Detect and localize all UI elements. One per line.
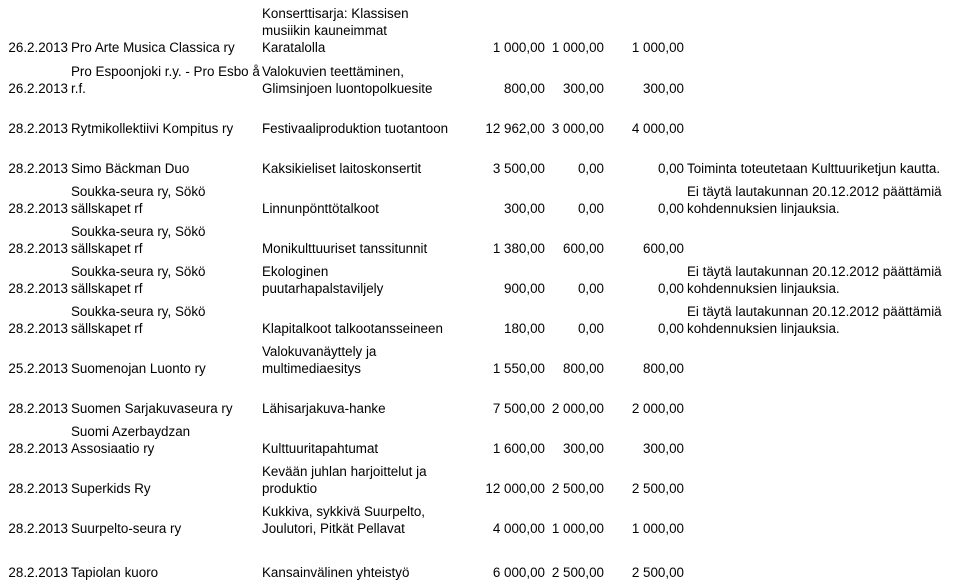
- note-line: Ei täytä lautakunnan 20.12.2012 päättämiä: [687, 304, 942, 319]
- organization-line: sällskapet rf: [71, 241, 143, 256]
- applied-amount: 180,00: [504, 321, 545, 336]
- project-line: Kaksikieliset laitoskonsertit: [262, 161, 422, 176]
- organization-line: Rytmikollektiivi Kompitus ry: [71, 121, 234, 136]
- organization-line: Simo Bäckman Duo: [71, 161, 190, 176]
- granted-amount: 600,00: [643, 241, 684, 256]
- organization-line: Superkids Ry: [71, 481, 151, 496]
- project-line: Valokuvien teettäminen,: [262, 64, 404, 79]
- granted-amount: 2 000,00: [631, 401, 684, 416]
- project-line: Kevään juhlan harjoittelut ja: [262, 464, 427, 479]
- project-line: Ekologinen: [262, 264, 329, 279]
- date-cell: 28.2.2013: [8, 321, 68, 336]
- organization-line: Suomenojan Luonto ry: [71, 361, 206, 376]
- organization-line: Soukka-seura ry, Sökö: [71, 224, 206, 239]
- proposed-amount: 1 000,00: [551, 40, 604, 55]
- applied-amount: 1 380,00: [492, 241, 545, 256]
- date-cell: 28.2.2013: [8, 121, 68, 136]
- proposed-amount: 300,00: [563, 441, 604, 456]
- granted-amount: 0,00: [657, 321, 684, 336]
- organization-line: Assosiaatio ry: [71, 441, 155, 456]
- note-line: Ei täytä lautakunnan 20.12.2012 päättämiä: [687, 264, 942, 279]
- granted-amount: 300,00: [643, 441, 684, 456]
- proposed-amount: 1 000,00: [551, 521, 604, 536]
- applied-amount: 7 500,00: [492, 401, 545, 416]
- organization-cell: [71, 564, 158, 581]
- date-cell: 28.2.2013: [8, 241, 68, 256]
- applied-amount: 800,00: [504, 81, 545, 96]
- project-line: Lähisarjakuva-hanke: [262, 401, 386, 416]
- note-line: kohdennuksien linjauksia.: [687, 321, 840, 336]
- proposed-amount: 0,00: [577, 281, 604, 296]
- applied-amount: 4 000,00: [492, 521, 545, 536]
- project-line: produktio: [262, 481, 318, 496]
- granted-amount: 0,00: [657, 201, 684, 216]
- applied-amount: 12 000,00: [485, 481, 545, 496]
- project-line: Konserttisarja: Klassisen: [262, 6, 409, 21]
- organization-line: Suomi Azerbaydzan: [71, 424, 191, 439]
- date-cell: 28.2.2013: [8, 481, 68, 496]
- granted-amount: 2 500,00: [631, 481, 684, 496]
- project-cell: [262, 564, 409, 581]
- project-line: Valokuvanäyttely ja: [262, 344, 377, 359]
- organization-line: Suomen Sarjakuvaseura ry: [71, 401, 233, 416]
- project-line: Karatalolla: [262, 40, 326, 55]
- applied-amount: 1 550,00: [492, 361, 545, 376]
- project-line: Glimsinjoen luontopolkuesite: [262, 81, 433, 96]
- date-cell: 28.2.2013: [8, 441, 68, 456]
- organization-line: Pro Espoonjoki r.y. - Pro Esbo å: [71, 64, 260, 79]
- note-line: Ei täytä lautakunnan 20.12.2012 päättämiä: [687, 184, 942, 199]
- granted-amount: 2 500,00: [631, 565, 684, 580]
- granted-amount: 1 000,00: [631, 40, 684, 55]
- applied-amount: 1 000,00: [492, 40, 545, 55]
- project-line: Klapitalkoot talkootansseineen: [262, 321, 443, 336]
- applied-amount: 6 000,00: [492, 565, 545, 580]
- project-line: musiikin kauneimmat: [262, 23, 388, 38]
- note-line: kohdennuksien linjauksia.: [687, 281, 840, 296]
- project-line: Monikulttuuriset tanssitunnit: [262, 241, 428, 256]
- applied-amount: 300,00: [504, 201, 545, 216]
- date-cell: 26.2.2013: [8, 40, 68, 55]
- organization-line: Pro Arte Musica Classica ry: [71, 40, 235, 55]
- project-line: Kansainvälinen yhteistyö: [262, 565, 410, 580]
- organization-line: Suurpelto-seura ry: [71, 521, 182, 536]
- date-cell: 28.2.2013: [8, 565, 68, 580]
- project-line: multimediaesitys: [262, 361, 361, 376]
- organization-line: sällskapet rf: [71, 281, 143, 296]
- date-cell: 28.2.2013: [8, 161, 68, 176]
- project-line: Joulutori, Pitkät Pellavat: [262, 521, 405, 536]
- proposed-amount: 0,00: [577, 321, 604, 336]
- project-line: Kulttuuritapahtumat: [262, 441, 379, 456]
- proposed-amount: 0,00: [577, 201, 604, 216]
- date-cell: 26.2.2013: [8, 81, 68, 96]
- organization-line: Soukka-seura ry, Sökö: [71, 264, 206, 279]
- applied-amount: 900,00: [504, 281, 545, 296]
- organization-line: r.f.: [71, 81, 86, 96]
- proposed-amount: 2 000,00: [551, 401, 604, 416]
- proposed-amount: 800,00: [563, 361, 604, 376]
- date-cell: 28.2.2013: [8, 401, 68, 416]
- organization-line: Soukka-seura ry, Sökö: [71, 304, 206, 319]
- applied-amount: 12 962,00: [485, 121, 545, 136]
- granted-amount: 800,00: [643, 361, 684, 376]
- project-line: Linnunpönttötalkoot: [262, 201, 379, 216]
- proposed-amount: 3 000,00: [551, 121, 604, 136]
- organization-line: Tapiolan kuoro: [71, 565, 159, 580]
- date-cell: 28.2.2013: [8, 521, 68, 536]
- date-cell: 28.2.2013: [8, 201, 68, 216]
- applied-amount: 3 500,00: [492, 161, 545, 176]
- granted-amount: 0,00: [657, 161, 684, 176]
- proposed-amount: 600,00: [563, 241, 604, 256]
- note-line: Toiminta toteutetaan Kulttuuriketjun kautta.: [687, 161, 941, 176]
- proposed-amount: 0,00: [577, 161, 604, 176]
- granted-amount: 300,00: [643, 81, 684, 96]
- organization-line: sällskapet rf: [71, 321, 143, 336]
- note-line: kohdennuksien linjauksia.: [687, 201, 840, 216]
- proposed-amount: 2 500,00: [551, 565, 604, 580]
- project-line: puutarhapalstaviljely: [262, 281, 384, 296]
- proposed-amount: 300,00: [563, 81, 604, 96]
- project-line: Kukkiva, sykkivä Suurpelto,: [262, 504, 425, 519]
- project-line: Festivaaliproduktion tuotantoon: [262, 121, 449, 136]
- organization-line: Soukka-seura ry, Sökö: [71, 184, 206, 199]
- date-cell: 25.2.2013: [8, 361, 68, 376]
- proposed-amount: 2 500,00: [551, 481, 604, 496]
- applied-amount: 1 600,00: [492, 441, 545, 456]
- organization-line: sällskapet rf: [71, 201, 143, 216]
- date-cell: 28.2.2013: [8, 281, 68, 296]
- granted-amount: 1 000,00: [631, 521, 684, 536]
- granted-amount: 4 000,00: [631, 121, 684, 136]
- granted-amount: 0,00: [657, 281, 684, 296]
